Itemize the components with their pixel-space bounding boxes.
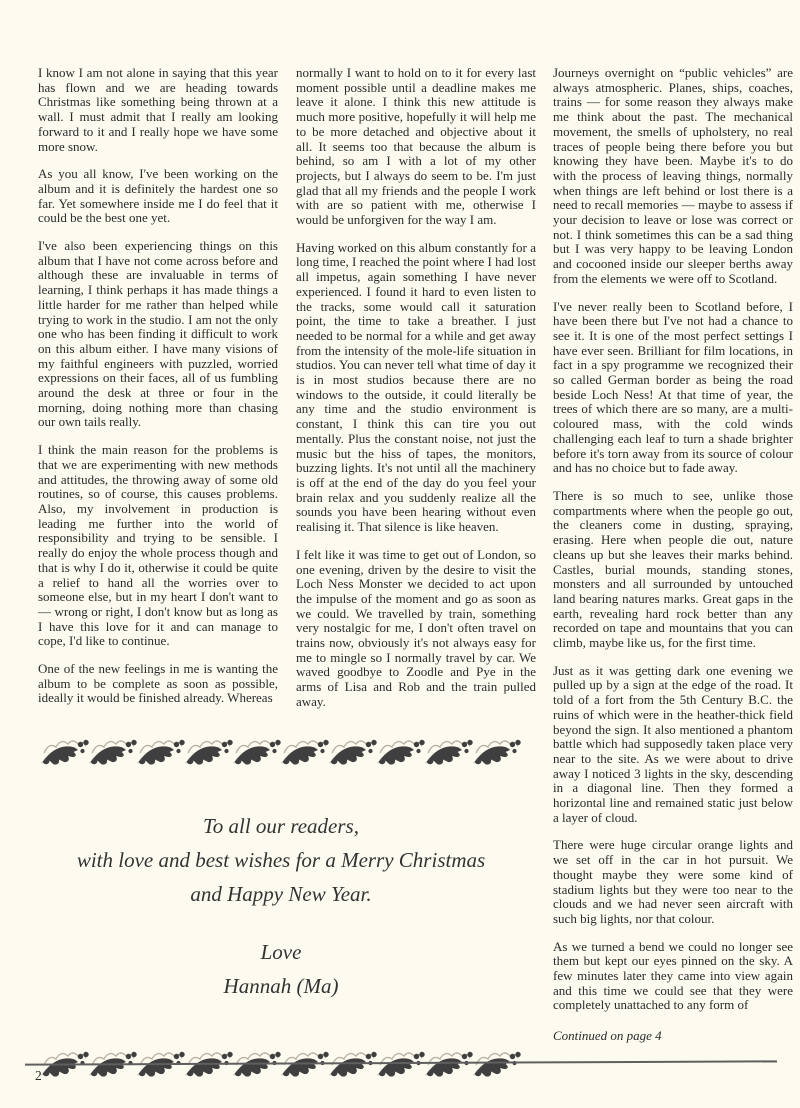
page-number: 2	[35, 1068, 42, 1083]
left-area	[38, 66, 538, 1081]
greeting-line: To all our readers,	[203, 813, 359, 838]
holly-garland-icon	[40, 733, 522, 769]
continued-note: Continued on page 4	[553, 1028, 662, 1044]
text-columns	[38, 66, 538, 723]
column-1	[38, 66, 278, 723]
paragraph: I think the main reason for the problems is that we are experimenting with new methods and attitudes, the throwing away of some old routines, so of course, this causes problems. Also, my involvement in production is leading me further into the world of responsibility and trying to be sensible. I really do enjoy the whole process though and that is why I do it, otherwise it could be quite a relief to hand all the worries over to someone else, but in my heart I don't want to — wrong or right, I don't know but as long as I have this love for it and can manage to cope, I'd like to continue.	[38, 442, 278, 649]
paragraph: As you all know, I've been working on the album and it is definitely the hardest one so far. Yet somewhere inside me I do feel that it could be the best one yet.	[38, 166, 278, 226]
paragraph: Just as it was getting dark one evening we pulled up by a sign at the edge of the road. It told of a fort from the 5th Century B.C. the ruins of which were in the heather-thick field beyond the sign. It also mentioned a phantom battle which had supposedly taken place very near to the site. As we were about to drive away I noticed 3 lights in the sky, descending in a diagonal line. Then they formed a horizontal line and remained static just below a layer of cloud.	[553, 662, 793, 825]
greeting-line: with love and best wishes for a Merry Christmas	[76, 847, 486, 872]
paragraph: I know I am not alone in saying that this year has flown and we are heading towards Christmas like something being thrown at a wall. I must admit that I really am looking forward to it and I really hope we have some more snow.	[38, 65, 278, 154]
paragraph: There is so much to see, unlike those compartments where when the people go out, the cleaners come in dusting, spraying, erasing. Here when people die out, nature cleans up but she leaves their marks behind. Castles, burial mounds, standing stones, monsters and all surrounded by untouched land bearing natures marks. Great gaps in the earth, revealing hard rock better than any recorded on tape and mountains that you can climb, maybe like us, for the first time.	[553, 487, 793, 651]
paragraph: normally I want to hold on to it for every last moment possible until a deadline makes me leave it alone. I think this new attitude is much more positive, hopefully it will help me to be more detached and objective about it all. It seems too that because the album is behind, so am I with a lot of my other projects, but I always do seem to be. I'm just glad that all my friends and the people I work with are so patient with me, otherwise I would be unforgiven for the way I am.	[296, 65, 536, 228]
greeting-line: and Happy New Year.	[190, 881, 372, 906]
paragraph: One of the new feelings in me is wanting the album to be complete as soon as possible, ideally it would be finished already. Whereas	[38, 661, 278, 706]
column-2	[296, 66, 536, 723]
paragraph: I've also been experiencing things on this album that I have not come across before and although these are invaluable in terms of learning, I think perhaps it has made things a little harder for me rather than helped while trying to work in the studio. I am not the only one who has been finding it difficult to work on this album either. I have many visions of my faithful engineers with puzzled, worried expressions on their faces, all of us fumbling around the desk at three or four in the morning, doing nothing more than chasing our own tails really.	[38, 238, 278, 430]
greeting-message	[38, 809, 524, 911]
paragraph: I felt like it was time to get out of London, so one evening, driven by the desire to visit the Loch Ness Monster we decided to act upon the impulse of the moment and go as soon as we could. We travelled by train, something very nostalgic for me, I don't often travel on trains now, obviously it's not always easy for me to mingle so I normally travel by car. We waved goodbye to Zoodle and Pye in the arms of Lisa and Rob and the train pulled away.	[296, 546, 536, 709]
paragraph: Having worked on this album constantly for a long time, I reached the point where I had lost all impetus, again something I have never experienced. I found it hard to even listen to the tracks, some would call it saturation point, the time to take a breather. I just needed to be normal for a while and get away from the intensity of the mole-life situation in studios. You can never tell what time of day it is in most studios because there are no windows to the outside, it could literally be any time and the studio environment is constant, I think this can tire you out mentally. Plus the constant noise, not just the music but the hiss of tapes, the monitors, buzzing lights. It's not until all the machinery is off at the end of the day do you feel your brain relax and you suddenly realize all the sounds you have been hearing without even realising it. That silence is like heaven.	[296, 239, 536, 535]
signature-line: Love	[260, 939, 302, 964]
paragraph: As we turned a bend we could no longer see them but kept our eyes pinned on the sky. A few minutes later they came into view again and this time we could see that they were completely unattached to any form of	[553, 938, 793, 1013]
christmas-greeting-section	[38, 733, 524, 1081]
greeting-signature	[38, 935, 524, 1003]
column-3	[553, 66, 793, 1081]
paragraph: Journeys overnight on “public vehicles” are always atmospheric. Planes, ships, coaches, trains — for some reason they always make me think about the past. The mechanical movement, the smells of upholstery, no real traces of people being there before you but knowing they have been. Maybe it's to do with the process of leaving things, normally when things are left behind or lost there is a need to recall memories — maybe to assess if your decision to leave or lose was correct or not. I think sometimes this can be a sad thing but I was very happy to be leaving London and cocooned inside our sleeper berths away from the elements we were off to Scotland.	[553, 65, 793, 286]
paragraph: There were huge circular orange lights and we set off in the car in hot pursuit. We thought maybe they were some kind of stadium lights but they were too near to the clouds and we had never seen aircraft with such big lights, nor that colour.	[553, 837, 793, 926]
signature-line: Hannah (Ma)	[223, 973, 339, 998]
page-content	[38, 66, 800, 1081]
paragraph: I've never really been to Scotland before, I have been there but I've not had a chance to see it. It is one of the most perfect settings I have ever seen. Brilliant for film locations, in fact in a spy programme we recognized their so called German border as being the road beside Loch Ness! At that time of year, the trees of which there are so many, are a multi-coloured mass, with the cold winds challenging each leaf to turn a shade brighter before it's torn away from its source of colour and has no choice but to fade away.	[553, 298, 793, 476]
